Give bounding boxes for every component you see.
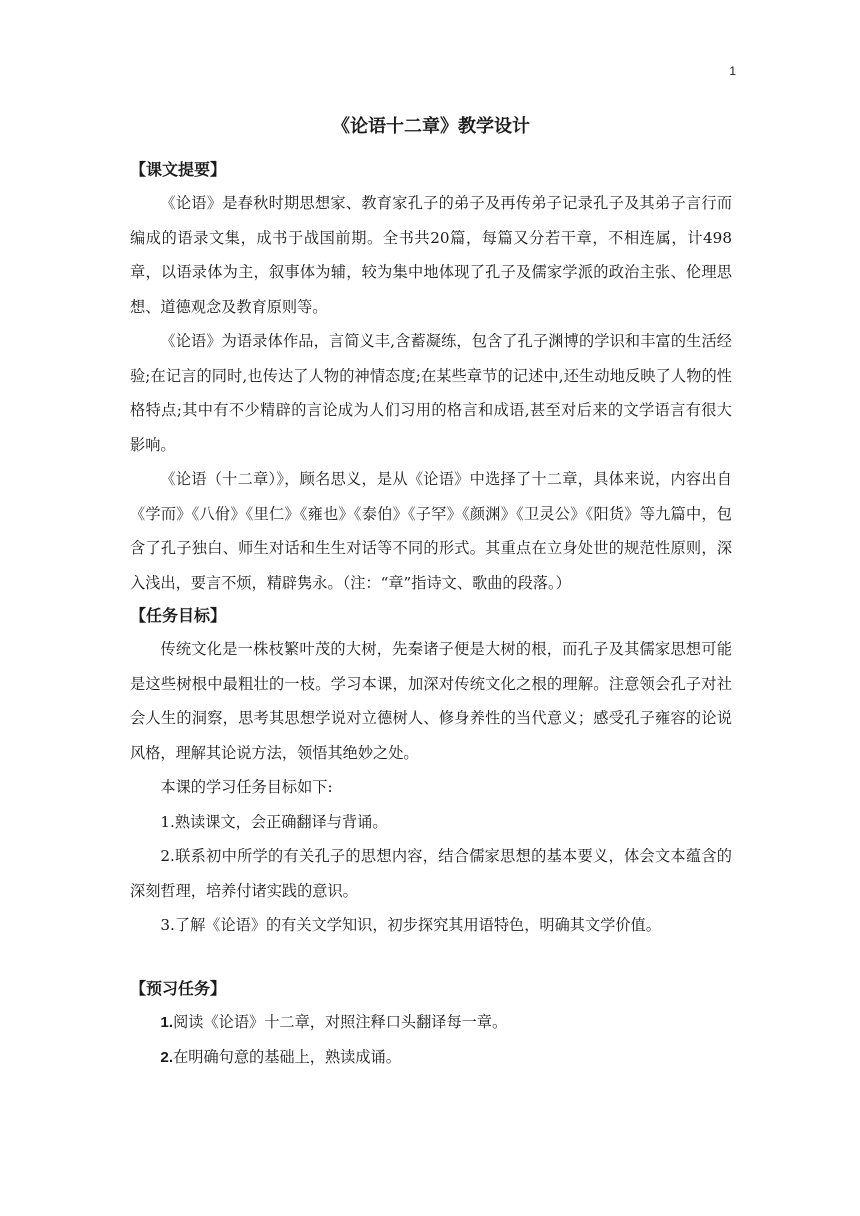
preview-item-text: 阅读《论语》十二章，对照注释口头翻译每一章。 xyxy=(173,1012,508,1031)
goals-lead: 本课的学习任务目标如下: xyxy=(160,778,333,796)
goals-intro: 传统文化是一株枝繁叶茂的大树，先秦诸子便是大树的根，而孔子及其儒家思想可能是这些树根中最粗壮的一枝。学习本课，加深对传统文化之根的理解。注意领会孔子对社会人生的洞察，思考其思想学说对立德树人、修身养性的当代意义；感受孔子雍容的论说风格，理解其论说方法，领悟其绝妙之处。 xyxy=(130,640,732,762)
document-body xyxy=(130,112,732,1076)
goal-item: 3.了解《论语》的有关文学知识，初步探究其用语特色，明确其文学价值。 xyxy=(160,916,661,934)
section-spacer xyxy=(130,943,732,973)
summary-paragraph: 《论语》是春秋时期思想家、教育家孔子的弟子及再传弟子记录孔子及其弟子言行而编成的语录文集，成书于战国前期。全书共20篇，每篇又分若干章，不相连属，计498章，以语录体为主，叙事体为辅，较为集中地体现了孔子及儒家学派的政治主张、伦理思想、道德观念及教育原则等。 xyxy=(130,194,732,316)
page-title: 《论语十二章》教学设计 xyxy=(332,116,530,137)
goal-item: 1.熟读课文，会正确翻译与背诵。 xyxy=(160,812,388,831)
preview-item xyxy=(130,1005,732,1041)
goals-heading: 【任务目标】 xyxy=(130,606,227,625)
summary-paragraph: 《论语》为语录体作品，言简义丰,含蓄凝练，包含了孔子渊博的学识和丰富的生活经验;在记言的同时,也传达了人物的神情态度;在某些章节的记述中,还生动地反映了人物的性格特点;其中有不少精辟的言论成为人们习用的格言和成语,甚至对后来的文学语言有很大影响。 xyxy=(130,332,732,454)
page-number: 1 xyxy=(729,64,736,78)
preview-item-number: 1. xyxy=(160,1013,174,1031)
goal-item: 2.联系初中所学的有关孔子的思想内容，结合儒家思想的基本要义，体会文本蕴含的深刻哲理，培养付诸实践的意识。 xyxy=(130,847,732,900)
summary-heading: 【课文提要】 xyxy=(130,160,227,179)
preview-item-text: 在明确句意的基础上，熟读成诵。 xyxy=(173,1048,401,1066)
preview-item-number: 2. xyxy=(160,1049,174,1066)
preview-heading: 【预习任务】 xyxy=(130,978,227,998)
preview-item xyxy=(130,1040,732,1076)
summary-paragraph: 《论语（十二章）》，顾名思义，是从《论语》中选择了十二章，具体来说，内容出自《学而》《八佾》《里仁》《雍也》《泰伯》《子罕》《颜渊》《卫灵公》《阳货》等九篇中，包含了孔子独白、师生对话和生生对话等不同的形式。其重点在立身处世的规范性原则，深入浅出，要言不烦，精辟隽永。（注：“章”指诗文、歌曲的段落。） xyxy=(130,470,732,592)
